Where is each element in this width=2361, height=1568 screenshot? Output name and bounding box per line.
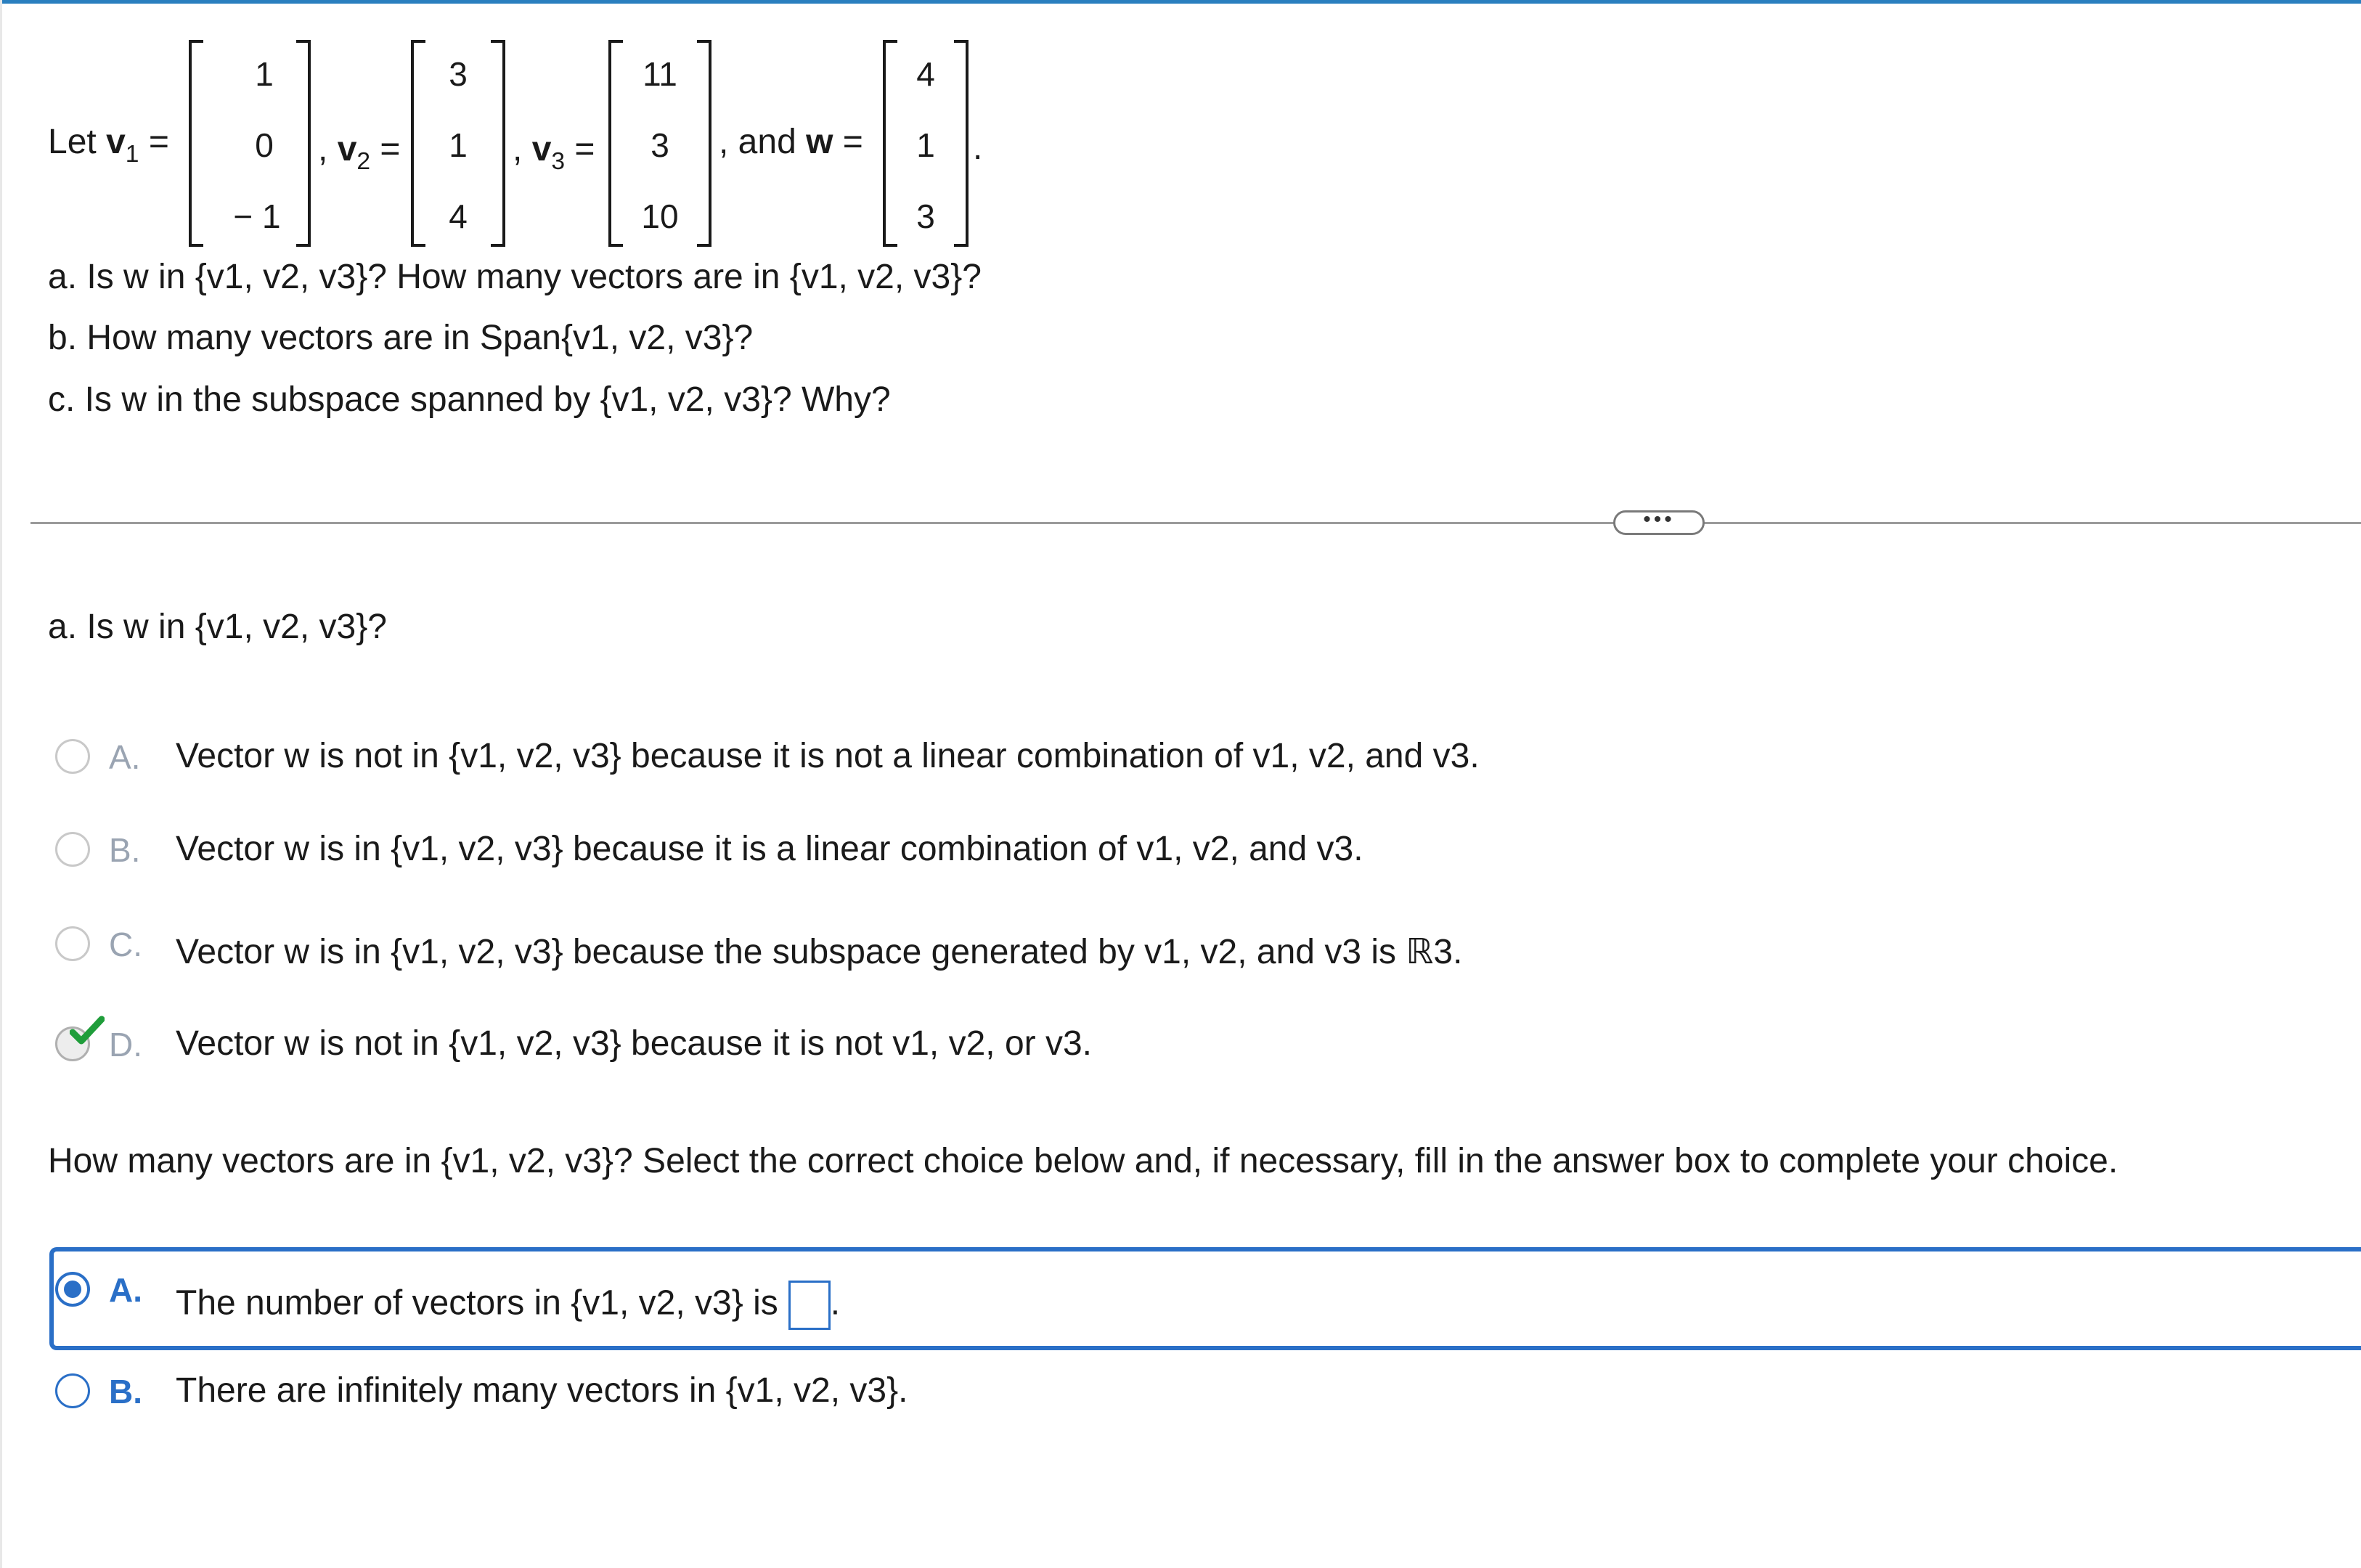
part-a2-prompt: How many vectors are in {v1, v2, v3}? Select the correct choice below and, if necessary, fill in the answer box to complete your choice. — [48, 1142, 2119, 1180]
w-entry-2: 1 — [916, 126, 935, 164]
left-border — [0, 0, 2, 1568]
top-accent-bar — [0, 0, 2361, 4]
w-label: , and w = — [719, 123, 863, 161]
option-letter: D. — [109, 1026, 142, 1063]
v2-entry-3: 4 — [449, 197, 468, 235]
vector-v1 — [189, 40, 311, 247]
radio-button[interactable] — [55, 1373, 90, 1408]
option-text: Vector w is in {v1, v2, v3} because it is a linear combination of v1, v2, and v3. — [176, 830, 1363, 868]
more-options-button[interactable]: ••• — [1613, 510, 1705, 535]
w-entry-3: 3 — [916, 197, 935, 235]
let-label: Let $v_1$ = — [48, 123, 169, 168]
vector-w — [883, 40, 969, 247]
v1-entry-3: − 1 — [233, 197, 281, 235]
part-a-prompt: a. Is w in {v1, v2, v3}? — [48, 608, 387, 646]
section-divider — [30, 522, 2361, 524]
radio-button[interactable] — [55, 739, 90, 774]
w-period: . — [973, 128, 983, 167]
radio-button[interactable] — [55, 1272, 90, 1307]
option-text: There are infinitely many vectors in {v1, v2, v3}. — [176, 1371, 908, 1410]
question-c: c. Is w in the subspace spanned by {v1, v2, v3}? Why? — [48, 380, 891, 419]
checkmark-icon — [70, 1015, 105, 1047]
option-letter: B. — [109, 1373, 142, 1410]
option-text-row: The number of vectors in {v1, v2, v3} is . — [176, 1281, 840, 1330]
v3-entry-1: 11 — [643, 55, 677, 93]
v1-entry-1: 1 — [255, 55, 274, 93]
question-a: a. Is w in {v1, v2, v3}? How many vectors are in {v1, v2, v3}? — [48, 258, 982, 296]
option-letter: A. — [109, 738, 141, 776]
option-text: Vector w is in {v1, v2, v3} because the subspace generated by v1, v2, and v3 is ℝ3. — [176, 933, 1463, 971]
v3-entry-3: 10 — [641, 197, 679, 235]
question-b: b. How many vectors are in Span{v1, v2, v3}? — [48, 319, 754, 357]
vector-v2 — [411, 40, 505, 247]
radio-button[interactable] — [55, 926, 90, 961]
option-letter: B. — [109, 831, 141, 869]
option-text: Vector w is not in {v1, v2, v3} because it is not a linear combination of v1, v2, and v3. — [176, 737, 1480, 775]
v2-label: , $v_2$ = — [318, 130, 401, 175]
answer-input-box[interactable] — [788, 1281, 831, 1330]
w-entry-1: 4 — [916, 55, 935, 93]
v2-entry-1: 3 — [449, 55, 468, 93]
option-text: Vector w is not in {v1, v2, v3} because it is not v1, v2, or v3. — [176, 1024, 1092, 1063]
v2-entry-2: 1 — [449, 126, 468, 164]
v3-label: , $v_3$ = — [513, 130, 595, 175]
option-text: The number of vectors in {v1, v2, v3} is — [176, 1283, 778, 1323]
v3-entry-2: 3 — [651, 126, 669, 164]
radio-button[interactable] — [55, 832, 90, 867]
option-letter: A. — [109, 1271, 142, 1309]
v1-entry-2: 0 — [255, 126, 274, 164]
option-letter: C. — [109, 926, 142, 963]
vector-v3 — [608, 40, 711, 247]
